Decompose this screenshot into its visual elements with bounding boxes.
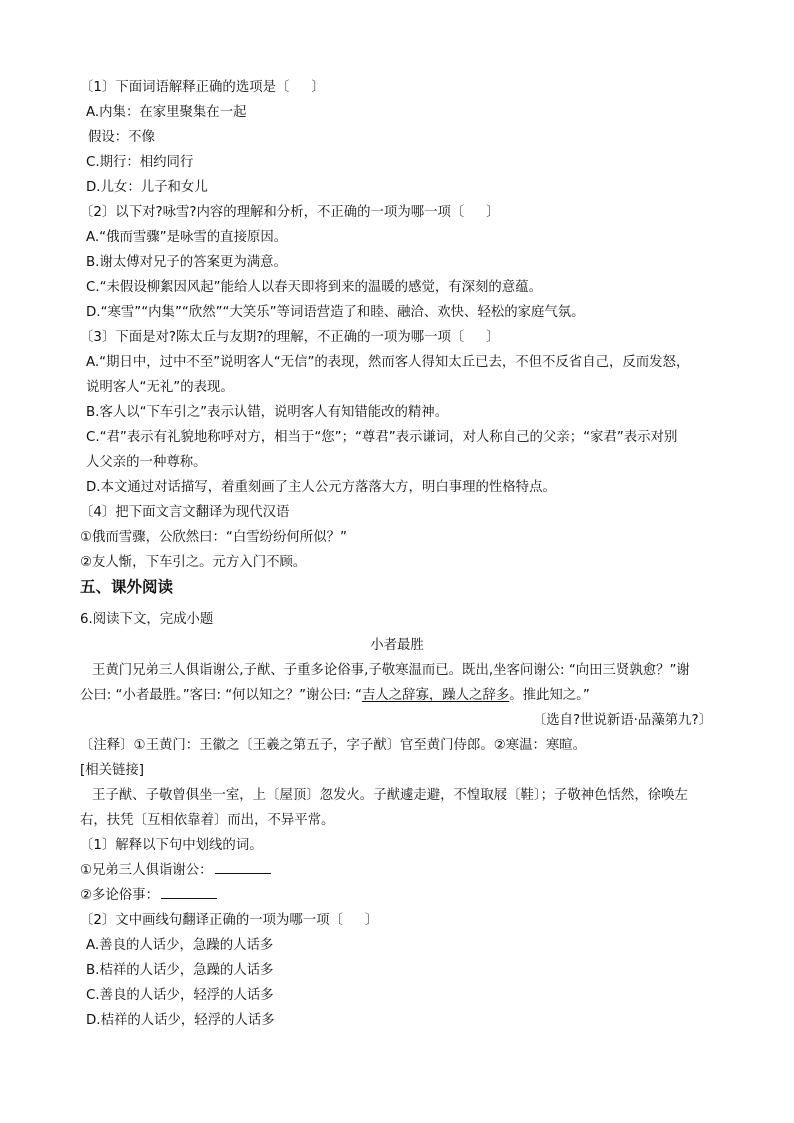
q6-sub2-title: 〔2〕文中画线句翻译正确的一项为哪一项〔 〕 bbox=[80, 913, 379, 928]
q6-sub1-title: 〔1〕解释以下句中划线的词。 bbox=[80, 838, 263, 853]
q6-sub1-item-2 bbox=[80, 886, 217, 906]
q5-sub3-option-c: C.“君”表示有礼貌地称呼对方，相当于“您”；“尊君”表示谦词，对人称自己的父亲；“家君”表示对别 bbox=[86, 430, 678, 445]
q5-sub1-option-c: C.期行：相约同行 bbox=[86, 155, 194, 170]
answer-blank-1[interactable] bbox=[215, 861, 271, 874]
related-heading: [相关链接] bbox=[80, 763, 145, 778]
passage-source: 〔选自?世说新语·品藻第九?〕 bbox=[532, 713, 712, 728]
q5-sub4-item-1: ①俄而雪骤，公欣然曰：“白雪纷纷何所似？” bbox=[80, 530, 347, 545]
q5-sub3-option-c-cont: 人父亲的一种尊称。 bbox=[86, 455, 207, 470]
q5-sub4-item-2: ②友人惭，下车引之。元方入门不顾。 bbox=[80, 555, 307, 570]
q5-sub2-option-d: D.“寒雪”“内集”“欣然”“大笑乐”等词语营造了和睦、融洽、欢快、轻松的家庭气氛。 bbox=[86, 305, 585, 320]
q6-sub2-option-a: A.善良的人话少，急躁的人话多 bbox=[86, 938, 274, 953]
q5-sub2-option-a: A.“俄而雪骤”是咏雪的直接原因。 bbox=[86, 230, 288, 245]
q6-sub1-item-1-label: ①兄弟三人俱诣谢公： bbox=[80, 863, 213, 878]
q5-sub3-option-a: A.“期日中，过中不至”说明客人“无信”的表现，然而客人得知太丘已去，不但不反省自己，反而发怒， bbox=[86, 355, 690, 370]
q5-sub1-title: 〔1〕下面词语解释正确的选项是〔 〕 bbox=[80, 80, 325, 95]
section-heading: 五、课外阅读 bbox=[80, 578, 174, 596]
passage-line-2 bbox=[80, 686, 590, 706]
passage-line-2-start: 公曰: “小者最胜。”客曰: “何以知之？”谢公曰: “ bbox=[80, 688, 362, 703]
q5-sub3-title: 〔3〕下面是对?陈太丘与友期?的理解，不正确的一项为哪一项〔 〕 bbox=[80, 330, 500, 345]
q5-sub3-option-d: D.本文通过对话描写，着重刻画了主人公元方落落大方，明白事理的性格特点。 bbox=[86, 480, 556, 495]
q5-sub1-option-d: D.儿女：儿子和女儿 bbox=[86, 180, 208, 195]
related-line-2: 右，扶凭〔互相依靠着〕而出，不异平常。 bbox=[80, 813, 335, 828]
q5-sub2-title: 〔2〕以下对?咏雪?内容的理解和分析，不正确的一项为哪一项〔 〕 bbox=[80, 205, 500, 220]
q6-intro: 6.阅读下文，完成小题 bbox=[80, 612, 214, 627]
passage-line-2-end: 。推此知之。” bbox=[509, 688, 590, 703]
q5-sub2-option-b: B.谢太傅对兄子的答案更为满意。 bbox=[86, 255, 287, 270]
q5-sub3-option-b: B.客人以“下车引之”表示认错，说明客人有知错能改的精神。 bbox=[86, 405, 449, 420]
q5-sub1-option-b: 假设：不像 bbox=[88, 130, 155, 145]
answer-blank-2[interactable] bbox=[161, 886, 217, 899]
q6-sub2-option-c: C.善良的人话少，轻浮的人话多 bbox=[86, 988, 274, 1003]
q5-sub1-option-a: A.内集：在家里聚集在一起 bbox=[86, 105, 247, 120]
passage-notes: 〔注释〕①王黄门：王徽之〔王羲之第五子，字子猷〕官至黄门侍郎。②寒温：寒暄。 bbox=[80, 738, 587, 753]
q6-sub1-item-2-label: ②多论俗事： bbox=[80, 888, 159, 903]
passage-line-1: 王黄门兄弟三人俱诣谢公,子猷、子重多论俗事,子敬寒温而已。既出,坐客问谢公: “向田三贤孰愈？”谢 bbox=[92, 663, 690, 678]
q6-sub2-option-d: D.桔祥的人话少，轻浮的人话多 bbox=[86, 1013, 275, 1028]
passage-title: 小者最胜 bbox=[370, 638, 424, 653]
underlined-sentence: 吉人之辞寡，躁人之辞多 bbox=[361, 688, 510, 703]
related-line-1: 王子猷、子敬曾俱坐一室，上〔屋顶〕忽发火。子猷遽走避，不惶取屐〔鞋〕；子敬神色恬然，徐唤左 bbox=[92, 788, 688, 803]
q5-sub3-option-a-cont: 说明客人“无礼”的表现。 bbox=[86, 380, 234, 395]
q6-sub1-item-1 bbox=[80, 861, 271, 881]
q5-sub4-title: 〔4〕把下面文言文翻译为现代汉语 bbox=[80, 505, 290, 520]
q6-sub2-option-b: B.桔祥的人话少，急躁的人话多 bbox=[86, 963, 274, 978]
q5-sub2-option-c: C.“未假设柳絮因风起”能给人以春天即将到来的温暖的感觉，有深刻的意蕴。 bbox=[86, 280, 542, 295]
